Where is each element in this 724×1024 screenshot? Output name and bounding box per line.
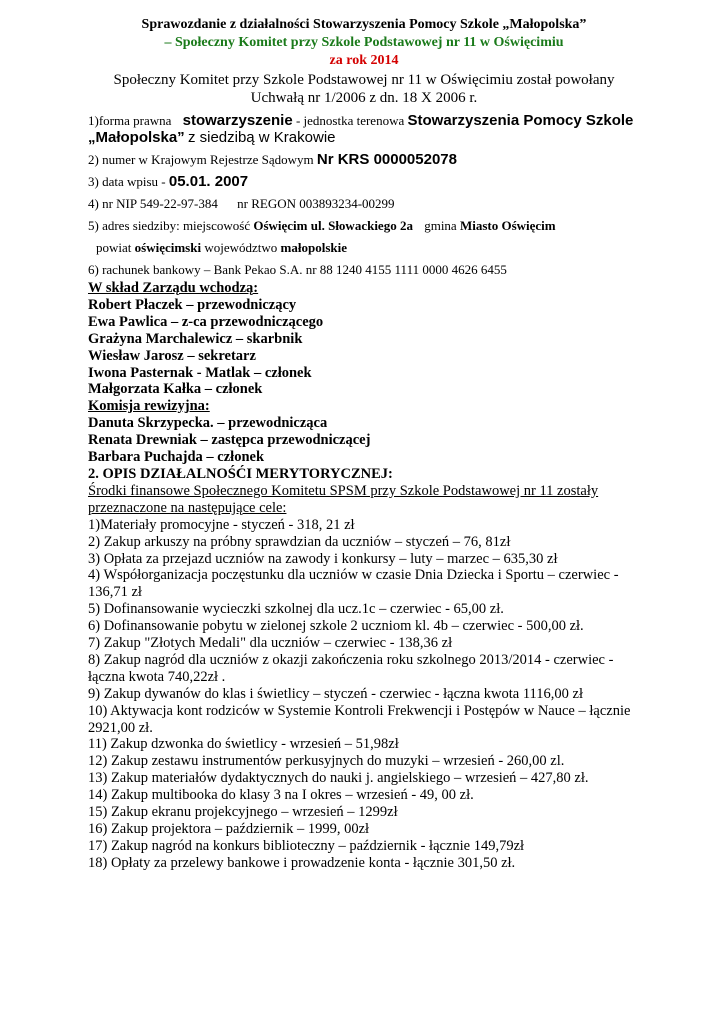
district-line — [88, 239, 640, 256]
powiat-value: oświęcimski — [134, 240, 202, 255]
activity-heading: 2. OPIS DZIAŁALNOŚĆI MERYTORYCZNEJ: — [88, 465, 393, 482]
expense-item: 5) Dofinansowanie wycieczki szkolnej dla ucz.1c – czerwiec - 65,00 zł. — [88, 601, 504, 618]
audit-committee-heading: Komisja rewizyjna: — [88, 398, 210, 415]
expense-item: 7) Zakup "Złotych Medali" dla uczniów – czerwiec - 138,36 zł — [88, 635, 453, 652]
legal-form-mid: - jednostka terenowa — [295, 113, 405, 128]
audit-committee-member: Barbara Puchajda – członek — [88, 449, 265, 466]
board-member: Robert Płaczek – przewodniczący — [88, 296, 297, 313]
expense-item: 18) Opłaty za przelewy bankowe i prowadzenie konta - łącznie 301,50 zł. — [88, 854, 516, 871]
gmina-value: Miasto Oświęcim — [459, 218, 556, 233]
board-heading: W skład Zarządu wchodzą: — [88, 280, 259, 296]
board-member: Grażyna Marchalewicz – skarbnik — [88, 330, 303, 347]
krs-prefix: 2) numer w Krajowym Rejestrze Sądowym — [88, 152, 314, 167]
expense-item: 15) Zakup ekranu projekcyjnego – wrzesień – 1299zł — [88, 804, 398, 821]
intro-paragraph: Społeczny Komitet przy Szkole Podstawowej nr 11 w Oświęcimiu został powołany Uchwałą nr 1/2006 z dn. 18 X 2006 r. — [113, 72, 615, 106]
registration-date-value: 05.01. 2007 — [168, 173, 249, 190]
expense-item: 16) Zakup projektora – październik – 1999, 00zł — [88, 821, 370, 837]
address-prefix: 5) adres siedziby: miejscowość — [88, 218, 251, 233]
expense-item: 2) Zakup arkuszy na próbny sprawdzian da uczniów – styczeń – 76, 81zł — [88, 533, 511, 550]
legal-form-org: Stowarzyszenia Pomocy Szkole „Małopolska” — [88, 112, 634, 146]
expense-item: 11) Zakup dzwonka do świetlicy - wrzesień – 51,98zł — [88, 736, 399, 753]
expense-item: 12) Zakup zestawu instrumentów perkusyjnych do muzyki – wrzesień - 260,00 zl. — [88, 753, 565, 770]
voivodeship-value: małopolskie — [280, 240, 347, 255]
expense-item: 13) Zakup materiałów dydaktycznych do nauki j. angielskiego – wrzesień – 427,80 zł. — [88, 770, 589, 787]
registration-date-prefix: 3) data wpisu - — [88, 174, 166, 189]
expense-item: 10) Aktywacja kont rodziców w Systemie Kontroli Frekwencji i Postępów w Nauce – łącznie 2921,00 zł. — [88, 702, 631, 736]
nip-value: 4) nr NIP 549-22-97-384 — [88, 196, 218, 211]
gmina-prefix: gmina — [424, 218, 457, 233]
board-member: Iwona Pasternak - Matlak – członek — [88, 364, 312, 381]
expense-item: 4) Współorganizacja poczęstunku dla uczniów w czasie Dnia Dziecka i Sportu – czerwiec - 136,71 zł — [88, 567, 619, 601]
expense-item: 8) Zakup nagród dla uczniów z okazji zakończenia roku szkolnego 2013/2014 - czerwiec - łączna kwota 740,22zł . — [88, 651, 614, 685]
board-section — [88, 280, 640, 872]
expense-item: 1)Materiały promocyjne - styczeń - 318, 21 zł — [88, 516, 355, 533]
expense-item: 14) Zakup multibooka do klasy 3 na I okres – wrzesień - 49, 00 zł. — [88, 787, 474, 804]
audit-committee-member: Renata Drewniak – zastępca przewodniczącej — [88, 432, 371, 449]
powiat-prefix: powiat — [96, 240, 132, 255]
nip-regon-line — [88, 195, 640, 212]
expense-item: 6) Dofinansowanie pobytu w zielonej szkole 2 uczniom kl. 4b – czerwiec - 500,00 zł. — [88, 618, 584, 635]
address-line — [88, 217, 640, 234]
activity-subheading: przeznaczone na następujące cele: — [88, 499, 287, 516]
audit-committee-member: Danuta Skrzypecka. – przewodnicząca — [88, 415, 328, 432]
board-member: Małgorzata Kałka – członek — [88, 381, 263, 398]
board-member: Ewa Pawlica – z-ca przewodniczącego — [88, 313, 324, 330]
legal-form-suffix: z siedzibą w Krakowie — [187, 129, 336, 146]
krs-value: Nr KRS 0000052078 — [316, 151, 457, 168]
activity-subheading: Środki finansowe Społecznego Komitetu SPSM przy Szkole Podstawowej nr 11 zostały — [88, 482, 599, 499]
registration-date-line — [88, 173, 640, 190]
legal-form-prefix: 1)forma prawna — [88, 113, 172, 128]
expense-item: 3) Opłata za przejazd uczniów na zawody i konkursy – luty – marzec – 635,30 zł — [88, 550, 558, 567]
report-year: za rok 2014 — [329, 53, 399, 68]
voivodeship-prefix: województwo — [204, 240, 278, 255]
address-value: Oświęcim ul. Słowackiego 2a — [253, 218, 413, 233]
bank-account-line: 6) rachunek bankowy – Bank Pekao S.A. nr 88 1240 4155 1111 0000 4626 6455 — [88, 262, 507, 277]
legal-form-value: stowarzyszenie — [182, 112, 293, 129]
regon-value: nr REGON 003893234-00299 — [237, 196, 395, 211]
expense-item: 9) Zakup dywanów do klas i świetlicy – styczeń - czerwiec - łączna kwota 1116,00 zł — [88, 685, 583, 702]
report-title: Sprawozdanie z działalności Stowarzyszenia Pomocy Szkole „Małopolska” — [141, 17, 587, 32]
report-page — [88, 16, 640, 872]
expense-item: 17) Zakup nagród na konkurs biblioteczny – październik - łącznie 149,79zł — [88, 837, 525, 854]
krs-line — [88, 151, 640, 168]
legal-form-line — [88, 112, 640, 146]
board-member: Wiesław Jarosz – sekretarz — [88, 347, 256, 364]
report-subtitle: – Społeczny Komitet przy Szkole Podstawowej nr 11 w Oświęcimiu — [164, 35, 564, 50]
